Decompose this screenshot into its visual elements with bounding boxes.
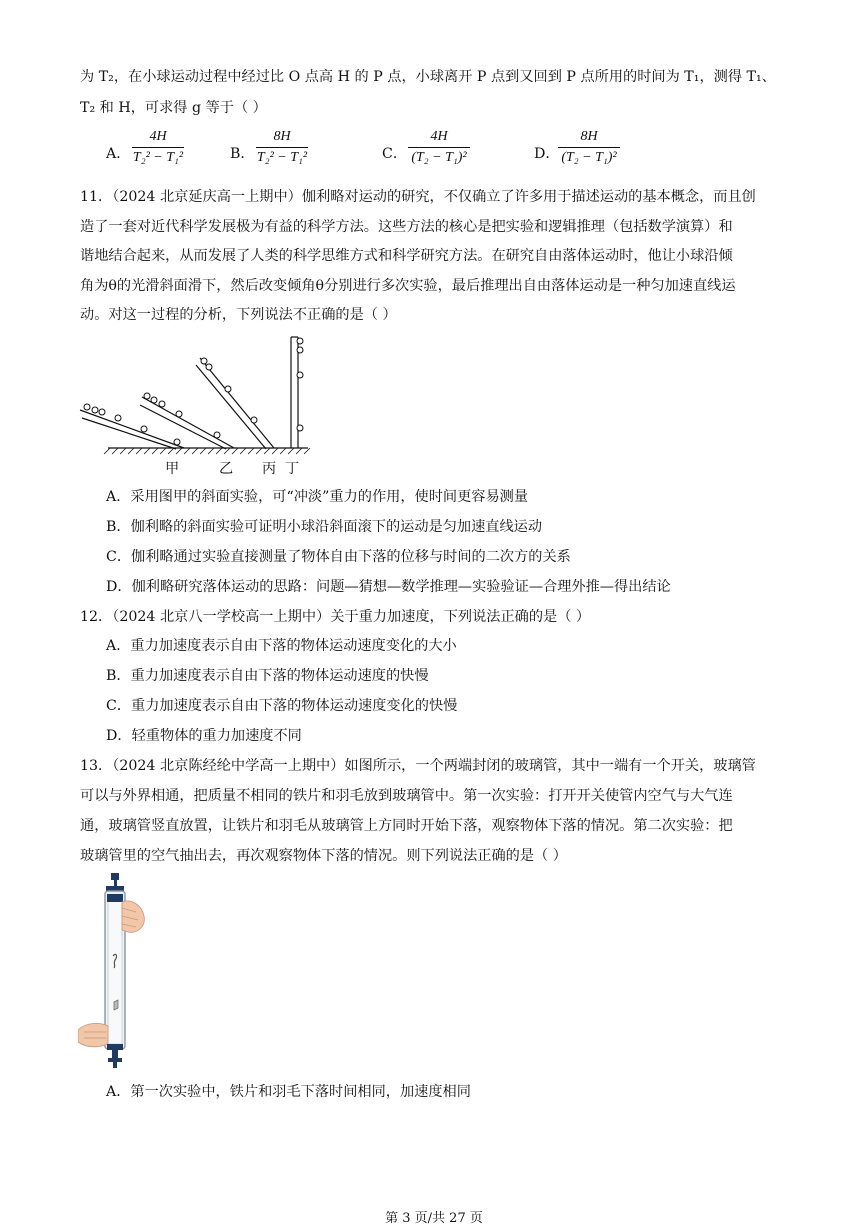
q13-stem-line-4: 玻璃管里的空气抽出去，再次观察物体下落的情况。则下列说法正确的是（ ） [80, 848, 567, 864]
q13-stem-line-2: 可以与外界相通，把质量不相同的铁片和羽毛放到玻璃管中。第一次实验：打开开关使管内空气与大气连 [80, 788, 733, 804]
q10-option-a-label: A． [106, 146, 131, 162]
glass-tube-figure [78, 872, 148, 1070]
q10-option-d-numerator: 8H [580, 129, 598, 144]
q10-option-b-numerator: 8H [273, 129, 291, 144]
q10-option-a-denominator: T₂² − T₁² [132, 150, 184, 165]
q11-stem-line-5: 动。对这一过程的分析，下列说法不正确的是（ ） [80, 307, 397, 323]
q10-option-d-denominator: (T₂ − T₁)² [561, 150, 617, 165]
q10-option-b-denominator: T₂² − T₁² [256, 150, 308, 165]
q12-option-a[interactable]: A．重力加速度表示自由下落的物体运动速度变化的大小 [106, 638, 457, 654]
q11-option-d[interactable]: D．伽利略研究落体运动的思路：问题—猜想—数学推理—实验验证—合理外推—得出结论 [106, 579, 671, 595]
q10-option-c-label: C． [382, 146, 408, 162]
q10-option-a-numerator: 4H [149, 129, 167, 144]
figure-label-jia: 甲 [165, 461, 180, 477]
q11-option-c[interactable]: C．伽利略通过实验直接测量了物体自由下落的位移与时间的二次方的关系 [106, 549, 571, 565]
q10-option-c-denominator: (T₂ − T₁)² [411, 150, 467, 165]
q12-option-d[interactable]: D．轻重物体的重力加速度不同 [106, 728, 302, 744]
q10-option-d-label: D． [534, 146, 560, 162]
q11-option-b[interactable]: B．伽利略的斜面实验可证明小球沿斜面滚下的运动是匀加速直线运动 [106, 519, 543, 535]
q11-option-a[interactable]: A．采用图甲的斜面实验，可“冲淡”重力的作用，使时间更容易测量 [106, 489, 529, 505]
figure-label-bing: 丙 [262, 461, 277, 477]
q13-stem-line-3: 通，玻璃管竖直放置，让铁片和羽毛从玻璃管上方同时开始下落，观察物体下落的情况。第二次实验：把 [80, 818, 733, 834]
figure-label-yi: 乙 [219, 461, 234, 477]
q10-option-c-numerator: 4H [430, 129, 448, 144]
incline-experiment-figure [78, 332, 318, 480]
q10-option-b-label: B． [230, 146, 255, 162]
q10-stem-line-2: T₂ 和 H，可求得 g 等于（ ） [80, 100, 267, 116]
page-number-footer: 第 3 页/共 27 页 [385, 1211, 483, 1226]
q11-stem-line-4: 角为θ的光滑斜面滑下，然后改变倾角θ分别进行多次实验，最后推理出自由落体运动是一种匀加速直线运 [80, 278, 736, 294]
q13-option-a[interactable]: A．第一次实验中，铁片和羽毛下落时间相同，加速度相同 [106, 1084, 471, 1100]
figure-label-ding: 丁 [285, 461, 300, 477]
q11-stem-line-2: 造了一套对近代科学发展极为有益的科学方法。这些方法的核心是把实验和逻辑推理（包括数学演算）和 [80, 219, 733, 235]
q12-option-b[interactable]: B．重力加速度表示自由下落的物体运动速度的快慢 [106, 668, 429, 684]
q12-option-c[interactable]: C．重力加速度表示自由下落的物体运动速度变化的快慢 [106, 698, 458, 714]
q13-stem-line-1: 13．（2024 北京陈经纶中学高一上期中）如图所示，一个两端封闭的玻璃管，其中一端有一个开关，玻璃管 [80, 758, 756, 774]
q11-stem-line-1: 11．（2024 北京延庆高一上期中）伽利略对运动的研究，不仅确立了许多用于描述运动的基本概念，而且创 [80, 189, 756, 205]
q10-stem-line-1: 为 T₂，在小球运动过程中经过比 O 点高 H 的 P 点，小球离开 P 点到又回到 P 点所用的时间为 T₁，测得 T₁、 [80, 69, 776, 85]
q12-stem: 12．（2024 北京八一学校高一上期中）关于重力加速度，下列说法正确的是（ ） [80, 609, 591, 625]
q11-stem-line-3: 谐地结合起来，从而发展了人类的科学思维方式和科学研究方法。在研究自由落体运动时，他让小球沿倾 [80, 248, 733, 264]
